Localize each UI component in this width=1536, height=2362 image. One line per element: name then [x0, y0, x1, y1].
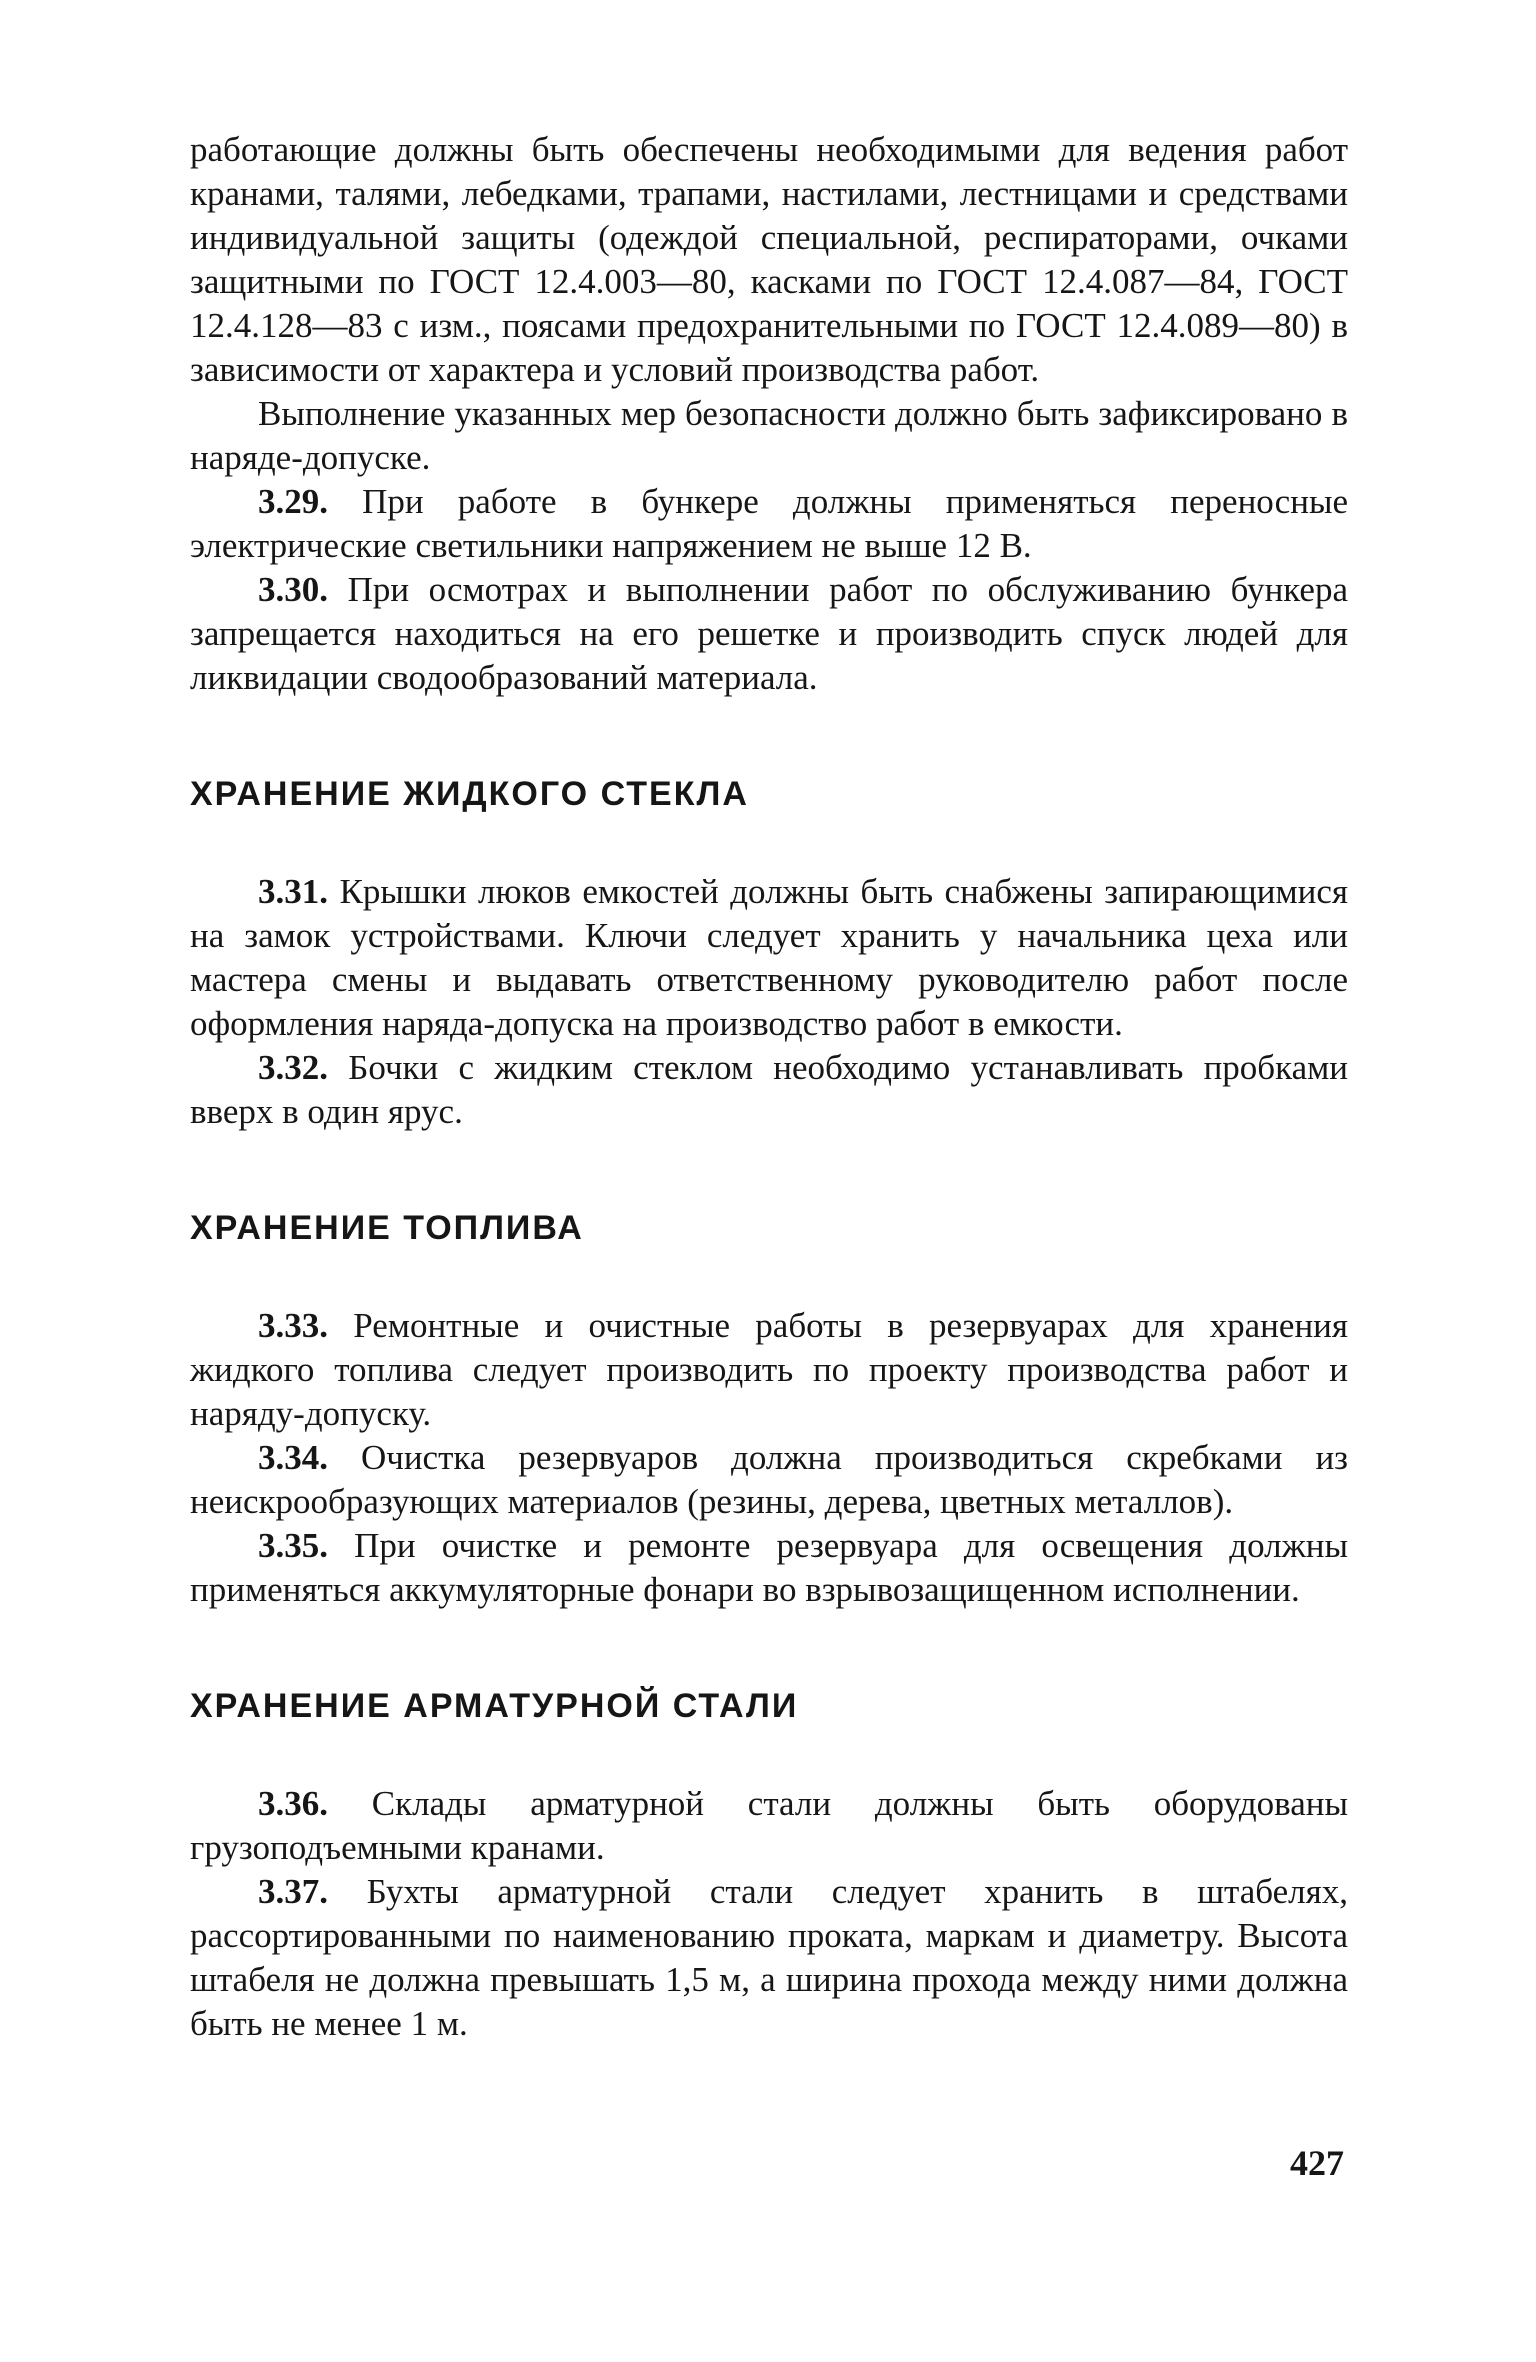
page-body	[190, 128, 1348, 2046]
clause-3-37	[190, 1870, 1348, 2046]
clause-number: 3.34.	[258, 1438, 328, 1477]
clause-text: Склады арматурной стали должны быть оборудованы грузоподъемными кранами.	[190, 1784, 1349, 1867]
clause-number: 3.36.	[258, 1784, 328, 1823]
safety-note-paragraph: Выполнение указанных мер безопасности должно быть зафиксировано в наряде-допуске.	[190, 394, 1348, 477]
clause-text: Бочки с жидким стеклом необходимо устанавливать пробками вверх в один ярус.	[190, 1048, 1349, 1131]
clause-number: 3.29.	[258, 482, 328, 521]
clause-number: 3.37.	[258, 1872, 328, 1911]
section-heading-rebar-steel: ХРАНЕНИЕ АРМАТУРНОЙ СТАЛИ	[190, 1687, 799, 1725]
clause-3-31	[190, 870, 1348, 1046]
section-heading-liquid-glass: ХРАНЕНИЕ ЖИДКОГО СТЕКЛА	[190, 775, 749, 813]
clause-3-32	[190, 1046, 1348, 1134]
clause-text: Очистка резервуаров должна производиться скребками из неискрообразующих материалов (резины, дерева, цветных металлов).	[190, 1438, 1348, 1521]
clause-text: При осмотрах и выполнении работ по обслуживанию бункера запрещается находиться на его решетке и производить спуск людей для ликвидации сводообразований материала.	[190, 570, 1349, 697]
intro-paragraph: работающие должны быть обеспечены необходимыми для ведения работ кранами, талями, лебедками, трапами, настилами, лестницами и средствами индивидуальной защиты (одеждой специальной, респираторами, очками защитными по ГОСТ 12.4.003—80, касками по ГОСТ 12.4.087—84, ГОСТ 12.4.128—83 с изм., поясами предохранительными по ГОСТ 12.4.089—80) в зависимости от характера и условий производства работ.	[190, 130, 1348, 389]
clause-3-29	[190, 480, 1348, 568]
clause-number: 3.31.	[258, 872, 328, 911]
section-heading-fuel: ХРАНЕНИЕ ТОПЛИВА	[190, 1209, 584, 1247]
clause-number: 3.33.	[258, 1306, 328, 1345]
clause-number: 3.30.	[258, 570, 328, 609]
clause-3-34	[190, 1436, 1348, 1524]
clause-3-35	[190, 1524, 1348, 1612]
clause-3-33	[190, 1304, 1348, 1436]
clause-3-36	[190, 1782, 1348, 1870]
clause-text: Крышки люков емкостей должны быть снабжены запирающимися на замок устройствами. Ключи следует хранить у начальника цеха или мастера смены и выдавать ответственному руководителю работ после оформления наряда-допуска на производство работ в емкости.	[190, 872, 1349, 1043]
page-number: 427	[1290, 2143, 1344, 2183]
clause-text: При работе в бункере должны применяться переносные электрические светильники напряжением не выше 12 В.	[190, 482, 1348, 565]
clause-text: Бухты арматурной стали следует хранить в штабелях, рассортированными по наименованию проката, маркам и диаметру. Высота штабеля не должна превышать 1,5 м, а ширина прохода между ними должна быть не менее 1 м.	[190, 1872, 1348, 2043]
clause-3-30	[190, 568, 1348, 700]
clause-text: При очистке и ремонте резервуара для освещения должны применяться аккумуляторные фонари во взрывозащищенном исполнении.	[190, 1526, 1349, 1609]
clause-number: 3.32.	[258, 1048, 328, 1087]
clause-text: Ремонтные и очистные работы в резервуарах для хранения жидкого топлива следует производить по проекту производства работ и наряду-допуску.	[190, 1306, 1349, 1433]
clause-number: 3.35.	[258, 1526, 328, 1565]
